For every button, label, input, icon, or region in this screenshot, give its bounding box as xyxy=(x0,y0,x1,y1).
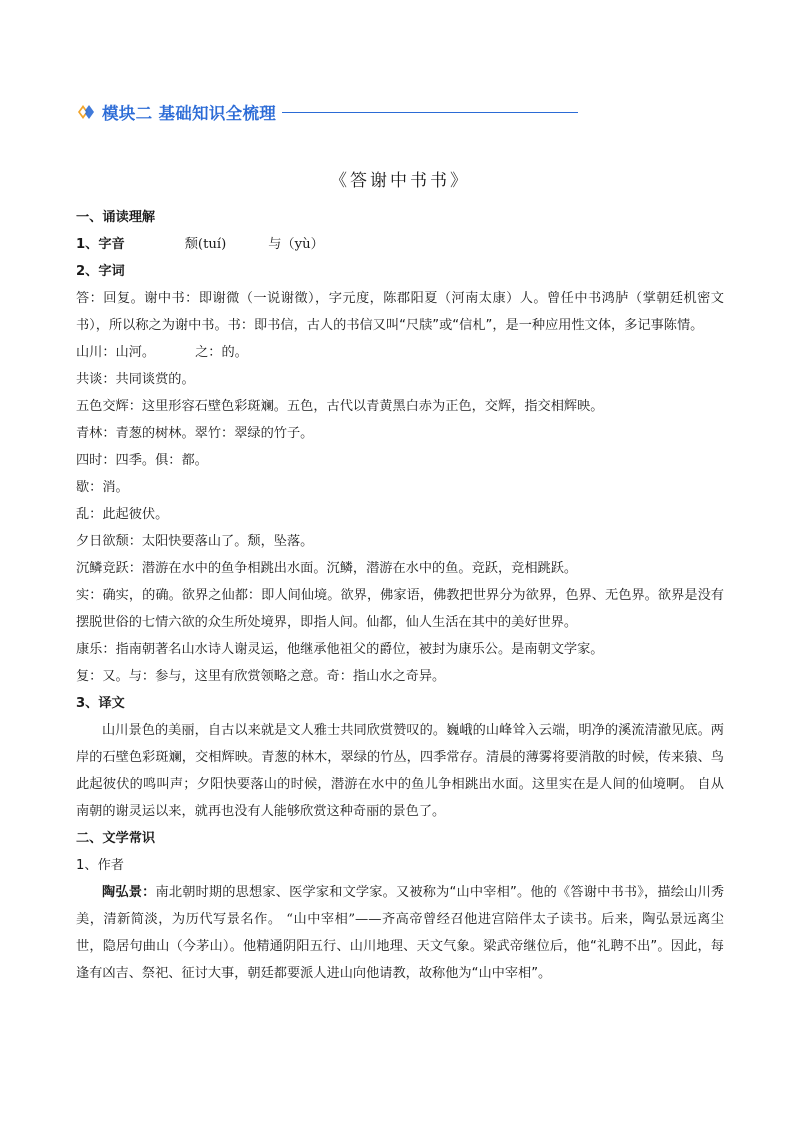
pron-item-2: 与（yù） xyxy=(268,237,324,252)
author-paragraph xyxy=(76,879,724,987)
vocab-item-row xyxy=(76,339,724,366)
module-title: 模块二 基础知识全梳理 xyxy=(102,104,277,123)
module-header xyxy=(78,100,578,124)
vocab-item: 四时：四季。俱：都。 xyxy=(76,453,208,468)
author-text: “山中宰相”——齐高帝曾经召他进宫陪伴太子读书。后来， xyxy=(286,912,643,927)
vocab-item: 夕日欲颓：太阳快要落山了。颓，坠落。 xyxy=(76,534,314,549)
vocab-item: 沉鳞竞跃：潜游在水中的鱼争相跳出水面。沉鳞，潜游在水中的鱼。竞跃，竞相跳跃。 xyxy=(76,561,578,576)
subheading-vocab: 2、字词 xyxy=(76,264,125,279)
vocab-item: 康乐：指南朝著名山水诗人谢灵运，他继承他祖父的爵位，被封为康乐公。是南朝文学家。 xyxy=(76,642,604,657)
section-heading-1: 一、诵读理解 xyxy=(76,210,156,225)
author-text: 陶弘景远离尘世，隐居句曲山（今茅山）。他精通阴阳五行、山川地理、天文气象。梁武帝继位后，他“礼聘不出”。因此，每逢有凶吉、祭祀、征讨大事，朝廷都要派人进山向他请教，故称他为“山中宰相”。 xyxy=(76,912,724,981)
module-rule xyxy=(282,112,578,113)
translation-paragraph: 山川景色的美丽，自古以来就是文人雅士共同欣赏赞叹的。巍峨的山峰耸入云端，明净的溪流清澈见底。两岸的石壁色彩斑斓，交相辉映。青葱的林木，翠绿的竹丛，四季常存。清晨的薄雾将要消散的时候，传来猿、鸟此起彼伏的鸣叫声；夕阳快要落山的时候，潜游在水中的鱼儿争相跳出水面。这里实在是人间的仙境啊。 自从南朝的谢灵运以来，就再也没有人能够欣赏这种奇丽的景色了。 xyxy=(76,723,724,819)
vocab-item: 实：确实，的确。欲界之仙都：即人间仙境。欲界，佛家语，佛教把世界分为欲界，色界、无色界。欲界是没有摆脱世俗的七情六欲的众生所处境界，即指人间。仙都，仙人生活在其中的美好世界。 xyxy=(76,588,724,630)
vocab-item: 复：又。与：参与，这里有欣赏领略之意。奇：指山水之奇异。 xyxy=(76,669,446,684)
pron-item-1: 颓(tuí) xyxy=(184,237,227,252)
vocab-item: 青林：青葱的树林。翠竹：翠绿的竹子。 xyxy=(76,426,314,441)
vocab-item: 之：的。 xyxy=(195,345,248,360)
subheading-author: 1、作者 xyxy=(76,858,124,873)
double-diamond-icon xyxy=(78,104,98,120)
vocab-item: 山川：山河。 xyxy=(76,345,156,360)
author-text: 南北朝时期的思想家、医学家和文学家。又被称为“山中宰相”。他的《答谢中书书》，描绘山川秀美，清新简淡，为历代写景名作。 xyxy=(76,885,725,927)
vocab-item: 歇：消。 xyxy=(76,480,129,495)
vocab-item: 答：回复。谢中书：即谢微（一说谢徵），字元度，陈郡阳夏（河南太康）人。曾任中书鸿胪（掌朝廷机密文书），所以称之为谢中书。书：即书信，古人的书信又叫“尺牍”或“信札”，是一种应用性文体，多记事陈情。 xyxy=(76,291,724,333)
vocab-item: 共谈：共同谈赏的。 xyxy=(76,372,195,387)
vocab-item: 乱：此起彼伏。 xyxy=(76,507,169,522)
doc-title: 《答谢中书书》 xyxy=(330,171,470,191)
author-name: 陶弘景： xyxy=(102,885,156,900)
pronunciation-line xyxy=(76,231,724,258)
section-heading-2: 二、文学常识 xyxy=(76,831,156,846)
subheading-pronunciation: 1、字音 xyxy=(76,237,125,252)
subheading-translation: 3、译文 xyxy=(76,696,125,711)
document-body xyxy=(76,170,724,987)
vocab-item: 五色交辉：这里形容石壁色彩斑斓。五色，古代以青黄黑白赤为正色，交辉，指交相辉映。 xyxy=(76,399,604,414)
